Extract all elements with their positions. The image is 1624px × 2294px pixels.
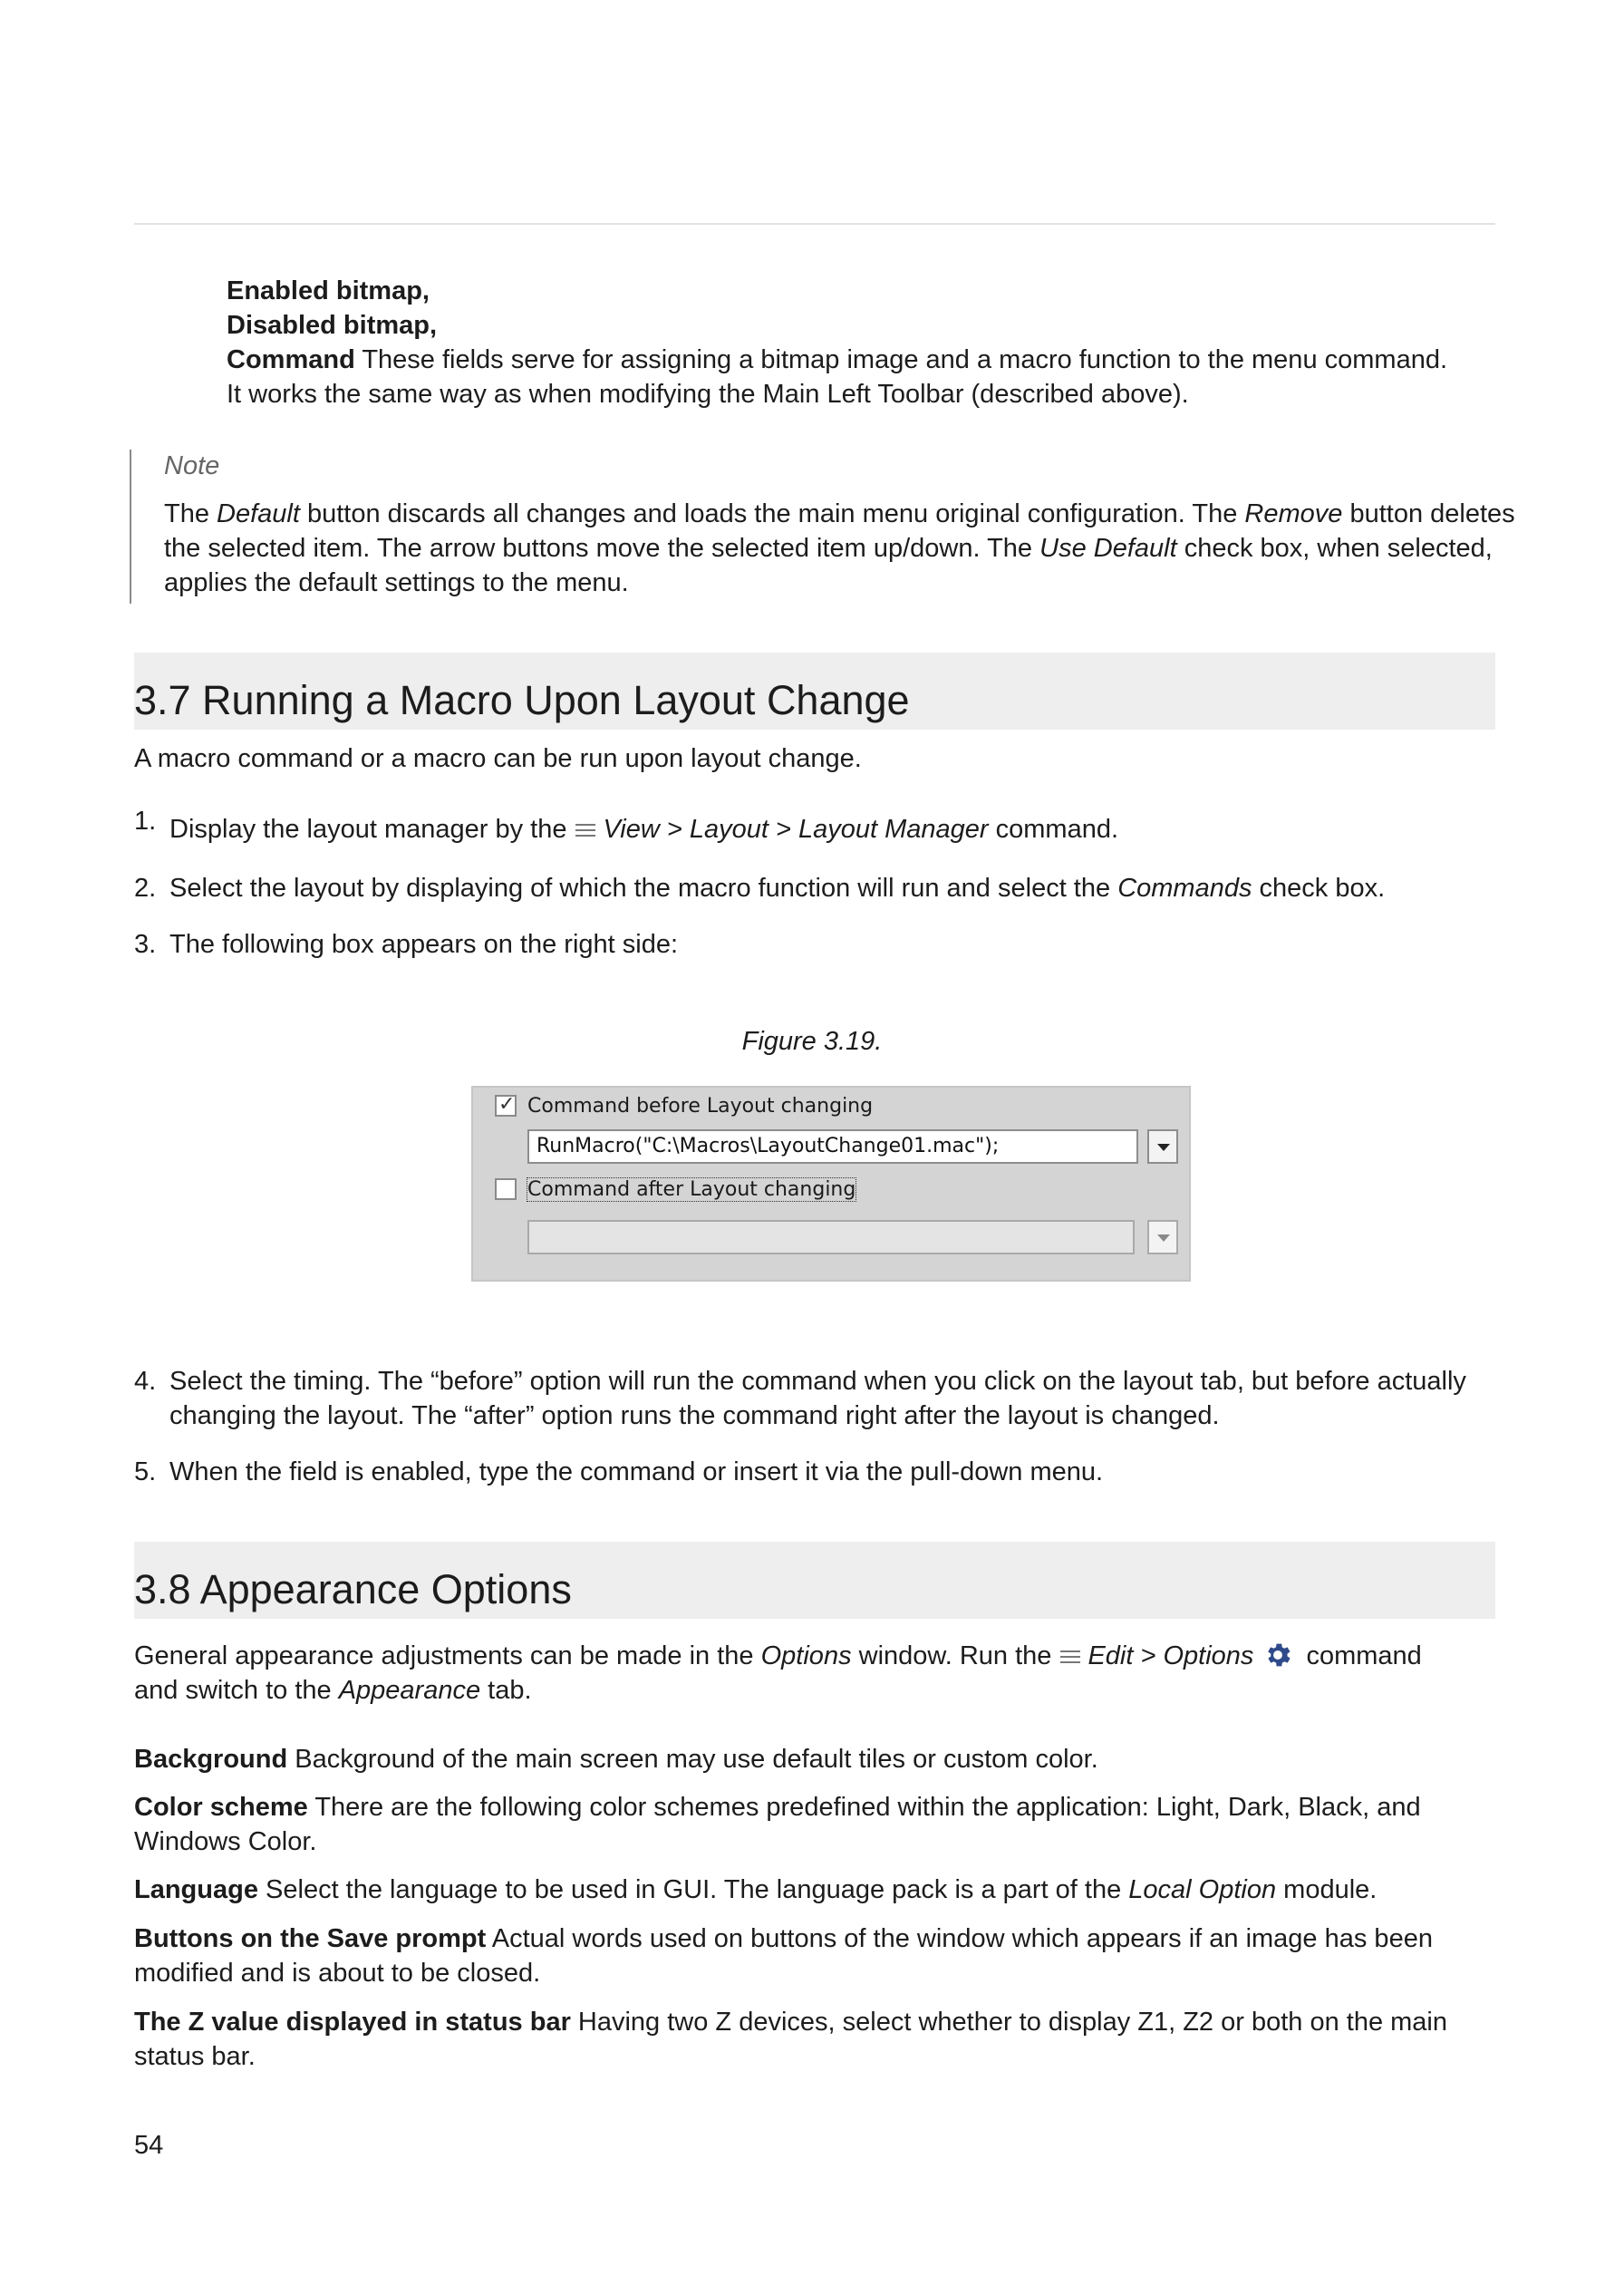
gear-icon xyxy=(1262,1640,1293,1670)
option-save-prompt-buttons: Buttons on the Save prompt Actual words used on buttons of the window which appears if an image has been modified and is about to be closed. xyxy=(134,1924,1433,1988)
section-3-7-intro: A macro command or a macro can be run upon layout change. xyxy=(134,744,862,773)
option-color-scheme: Color scheme There are the following color schemes predefined within the application: Light, Dark, Black, and Windows Color. xyxy=(134,1793,1421,1856)
section-3-8-heading: 3.8 Appearance Options xyxy=(134,1566,572,1612)
note-body: The Default button discards all changes and loads the main menu original configuration. The Remove button deletes the selected item. The arrow buttons move the selected item up/down. The Use Default check box, when selected, applies the default settings to the menu. xyxy=(164,499,1515,597)
command-term: Command xyxy=(227,345,355,374)
section-3-7-heading: 3.7 Running a Macro Upon Layout Change xyxy=(134,677,910,723)
menu-icon xyxy=(1060,1649,1080,1665)
page-number: 54 xyxy=(134,2131,164,2160)
dropdown-arrow-icon xyxy=(1157,1144,1170,1151)
option-language: Language Select the language to be used in GUI. The language pack is a part of the Local Option module. xyxy=(134,1875,1378,1904)
enabled-bitmap-term: Enabled bitmap, xyxy=(227,276,430,305)
menu-icon xyxy=(575,822,595,838)
dropdown-arrow-icon xyxy=(1157,1234,1170,1242)
command-before-label: Command before Layout changing xyxy=(527,1095,874,1118)
note-title: Note xyxy=(164,451,220,480)
command-before-checkbox[interactable] xyxy=(495,1095,517,1117)
command-description: These fields serve for assigning a bitmap image and a macro function to the menu command. xyxy=(354,345,1448,374)
command-after-checkbox[interactable] xyxy=(495,1178,517,1200)
bitmap-definitions xyxy=(227,274,1513,411)
option-z-value: The Z value displayed in status bar Having two Z devices, select whether to display Z1, Z2 or both on the main status bar. xyxy=(134,2008,1447,2071)
figure-caption: Figure 3.19. xyxy=(741,1027,883,1056)
layout-command-figure xyxy=(471,1086,1191,1282)
check-icon: ✓ xyxy=(498,1093,516,1116)
header-rule xyxy=(134,223,1495,225)
option-background: Background Background of the main screen may use default tiles or custom color. xyxy=(134,1745,1098,1774)
disabled-bitmap-term: Disabled bitmap, xyxy=(227,311,438,340)
section-3-8-intro: General appearance adjustments can be made in the Options window. Run the Edit > Options command and switch to the Appearance tab. xyxy=(134,1641,1422,1705)
command-after-dropdown-button[interactable] xyxy=(1147,1220,1178,1254)
command-before-dropdown-button[interactable] xyxy=(1147,1129,1178,1164)
command-before-input[interactable]: RunMacro("C:\Macros\LayoutChange01.mac"); xyxy=(527,1129,1138,1164)
command-after-input[interactable] xyxy=(527,1220,1135,1254)
note-block xyxy=(130,450,1523,604)
command-after-label: Command after Layout changing xyxy=(527,1178,856,1201)
command-description-2: It works the same way as when modifying the Main Left Toolbar (described above). xyxy=(227,380,1189,409)
